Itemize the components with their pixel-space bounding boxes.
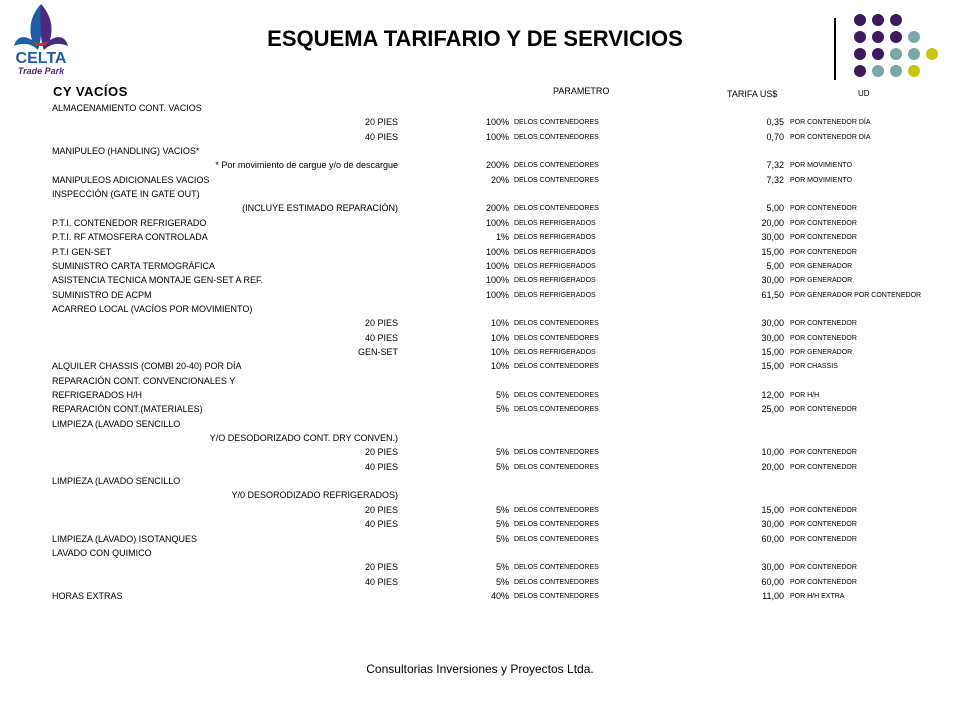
row-parameter: DELOS REFRIGERADOS	[514, 277, 596, 284]
row-percent: 5%	[495, 505, 509, 515]
row-parameter: DELOS REFRIGERADOS	[514, 292, 596, 299]
row-unit: POR CONTENEDOR	[790, 406, 857, 413]
dot-shape	[854, 31, 866, 43]
row-percent: 5%	[495, 519, 509, 529]
row-tarifa: 15,00	[761, 247, 784, 257]
row-percent: 100%	[485, 290, 509, 300]
dot-shape	[926, 48, 938, 60]
row-sublabel: 40 PIES	[364, 333, 398, 343]
dot-shape	[854, 65, 866, 77]
dot-shape	[908, 48, 920, 60]
row-percent: 5%	[495, 390, 509, 400]
row-unit: POR CONTENEDOR DÍA	[790, 119, 871, 126]
row-sublabel: Y/0 DESORODIZADO REFRIGERADOS)	[231, 490, 398, 500]
row-parameter: DELOS CONTENEDORES	[514, 564, 599, 571]
row-label: LIMPIEZA (LAVADO) ISOTANQUES	[52, 534, 198, 544]
row-label: HORAS EXTRAS	[52, 591, 123, 601]
row-tarifa: 30,00	[761, 275, 784, 285]
row-parameter: DELOS CONTENEDORES	[514, 593, 599, 600]
row-percent: 100%	[485, 247, 509, 257]
row-unit: POR CONTENEDOR	[790, 464, 857, 471]
row-label: P.T.I GEN-SET	[52, 247, 112, 257]
row-tarifa: 7,32	[766, 160, 784, 170]
row-percent: 100%	[485, 218, 509, 228]
dot-shape	[908, 31, 920, 43]
row-tarifa: 11,00	[762, 591, 784, 601]
celta-logo	[2, 0, 80, 80]
row-label: P.T.I. CONTENEDOR REFRIGERADO	[52, 218, 207, 228]
row-parameter: DELOS CONTENEDORES	[514, 521, 599, 528]
row-tarifa: 60,00	[761, 577, 784, 587]
dot-shape	[890, 48, 902, 60]
row-tarifa: 25,00	[761, 404, 784, 414]
row-parameter: DELOS CONTENEDORES	[514, 464, 599, 471]
row-parameter: DELOS CONTENEDORES	[514, 363, 599, 370]
row-percent: 10%	[490, 347, 509, 357]
row-tarifa: 5,00	[766, 203, 784, 213]
row-tarifa: 20,00	[761, 462, 784, 472]
row-sublabel: 20 PIES	[364, 447, 398, 457]
row-percent: 5%	[495, 577, 509, 587]
row-label: LAVADO CON QUIMICO	[52, 548, 152, 558]
row-label: REFRIGERADOS H/H	[52, 390, 143, 400]
row-tarifa: 0,35	[766, 117, 784, 127]
row-unit: POR MOVIMIENTO	[790, 177, 853, 184]
row-tarifa: 60,00	[761, 534, 784, 544]
row-unit: POR CHASSIS	[790, 363, 838, 370]
row-tarifa: 15,00	[761, 347, 784, 357]
row-unit: POR CONTENEDOR	[790, 536, 857, 543]
row-unit: POR CONTENEDOR	[790, 507, 857, 514]
row-unit: POR GENERADOR	[790, 263, 853, 270]
row-sublabel: 40 PIES	[364, 577, 398, 587]
row-tarifa: 15,00	[761, 361, 784, 371]
row-label: REPARACIÓN CONT. CONVENCIONALES Y	[52, 376, 236, 386]
row-tarifa: 30,00	[761, 519, 784, 529]
row-label: INSPECCIÓN (GATE IN GATE OUT)	[52, 189, 200, 199]
row-unit: POR GENERADOR	[790, 277, 853, 284]
row-tarifa: 15,00	[761, 505, 784, 515]
row-unit: POR CONTENEDOR	[790, 335, 857, 342]
row-sublabel: 40 PIES	[364, 462, 398, 472]
row-percent: 20%	[490, 175, 509, 185]
row-percent: 1%	[495, 232, 509, 242]
dot-shape	[908, 65, 920, 77]
row-tarifa: 30,00	[761, 232, 784, 242]
footer-text: Consultorias Inversiones y Proyectos Ltda.	[366, 662, 594, 676]
row-label: ASISTENCIA TECNICA MONTAJE GEN-SET A REF.	[52, 275, 264, 285]
row-unit: POR CONTENEDOR	[790, 521, 857, 528]
dot-shape	[890, 14, 902, 26]
row-sublabel: 20 PIES	[364, 117, 398, 127]
row-unit: POR CONTENEDOR	[790, 205, 857, 212]
row-percent: 10%	[490, 318, 509, 328]
row-parameter: DELOS CONTENEDORES	[514, 335, 599, 342]
column-header-ud: UD	[858, 89, 870, 98]
row-percent: 5%	[495, 462, 509, 472]
row-label: LIMPIEZA (LAVADO SENCILLO	[52, 419, 181, 429]
row-percent: 100%	[485, 275, 509, 285]
row-unit: POR CONTENEDOR	[790, 220, 857, 227]
dot-shape	[872, 14, 884, 26]
row-label: ALQUILER CHASSIS (COMBI 20-40) POR DÍA	[52, 361, 242, 371]
row-parameter: DELOS REFRIGERADOS	[514, 220, 596, 227]
row-parameter: DELOS CONTENEDORES	[514, 205, 599, 212]
row-label: ACARREO LOCAL (VACÍOS POR MOVIMIENTO)	[52, 304, 253, 314]
row-tarifa: 12,00	[761, 390, 784, 400]
row-unit: POR CONTENEDOR	[790, 579, 857, 586]
row-percent: 5%	[495, 447, 509, 457]
row-unit: POR H/H EXTRA	[790, 593, 845, 600]
page-title: ESQUEMA TARIFARIO Y DE SERVICIOS	[267, 26, 683, 51]
row-unit: POR GENERADOR	[790, 349, 853, 356]
dot-shape	[872, 48, 884, 60]
row-tarifa: 10,00	[761, 447, 784, 457]
row-parameter: DELOS REFRIGERADOS	[514, 234, 596, 241]
row-parameter: DELOS CONTENEDORES	[514, 134, 599, 141]
row-parameter: DELOS CONTENEDORES	[514, 406, 599, 413]
row-unit: POR GENERADOR POR CONTENEDOR	[790, 292, 922, 299]
row-parameter: DELOS CONTENEDORES	[514, 507, 599, 514]
header-divider	[834, 18, 836, 80]
column-header-parametro: PARAMETRO	[553, 86, 610, 96]
row-tarifa: 61,50	[761, 290, 784, 300]
row-tarifa: 0,70	[766, 132, 784, 142]
row-sublabel: 40 PIES	[364, 519, 398, 529]
row-tarifa: 30,00	[761, 318, 784, 328]
row-tarifa: 30,00	[761, 562, 784, 572]
row-label: SUMINISTRO DE ACPM	[52, 290, 152, 300]
row-percent: 100%	[485, 117, 509, 127]
row-sublabel: 20 PIES	[364, 505, 398, 515]
row-tarifa: 20,00	[761, 218, 784, 228]
row-unit: POR MOVIMIENTO	[790, 162, 853, 169]
row-unit: POR H/H	[790, 392, 820, 399]
row-tarifa: 5,00	[766, 261, 784, 271]
row-label: LIMPIEZA (LAVADO SENCILLO	[52, 476, 181, 486]
dot-shape	[854, 48, 866, 60]
row-parameter: DELOS CONTENEDORES	[514, 536, 599, 543]
row-parameter: DELOS CONTENEDORES	[514, 320, 599, 327]
row-label: MANIPULEO (HANDLING) VACIOS*	[52, 146, 200, 156]
row-parameter: DELOS REFRIGERADOS	[514, 249, 596, 256]
logo-name: CELTA	[15, 50, 67, 67]
dot-shape	[872, 65, 884, 77]
decorative-dots	[854, 14, 944, 84]
row-label: P.T.I. RF ATMOSFERA CONTROLADA	[52, 232, 208, 242]
row-parameter: DELOS REFRIGERADOS	[514, 349, 596, 356]
row-parameter: DELOS CONTENEDORES	[514, 162, 599, 169]
column-header-tarifa: TARIFA US$	[727, 89, 778, 99]
row-percent: 10%	[490, 361, 509, 371]
row-parameter: DELOS REFRIGERADOS	[514, 263, 596, 270]
row-parameter: DELOS CONTENEDORES	[514, 579, 599, 586]
dot-shape	[890, 65, 902, 77]
row-tarifa: 7,32	[766, 175, 784, 185]
row-sublabel: (INCLUYE ESTIMADO REPARACIÓN)	[242, 203, 398, 213]
dot-shape	[854, 14, 866, 26]
row-parameter: DELOS CONTENEDORES	[514, 392, 599, 399]
row-percent: 10%	[490, 333, 509, 343]
row-parameter: DELOS CONTENEDORES	[514, 177, 599, 184]
row-tarifa: 30,00	[761, 333, 784, 343]
row-unit: POR CONTENEDOR	[790, 320, 857, 327]
row-percent: 5%	[495, 562, 509, 572]
row-label: MANIPULEOS ADICIONALES VACIOS	[52, 175, 210, 185]
row-unit: POR CONTENEDOR	[790, 234, 857, 241]
row-percent: 5%	[495, 534, 509, 544]
dot-shape	[872, 31, 884, 43]
row-percent: 100%	[485, 132, 509, 142]
row-sublabel: * Por movimiento de cargue y/o de descargue	[215, 160, 398, 170]
row-percent: 200%	[485, 160, 509, 170]
row-sublabel: GEN-SET	[357, 347, 398, 357]
row-label: ALMACENAMIENTO CONT. VACIOS	[52, 103, 202, 113]
row-percent: 100%	[485, 261, 509, 271]
row-parameter: DELOS CONTENEDORES	[514, 119, 599, 126]
row-sublabel: 40 PIES	[364, 132, 398, 142]
logo-subtitle: Trade Park	[17, 66, 65, 76]
row-unit: POR CONTENEDOR	[790, 249, 857, 256]
row-sublabel: Y/O DESODORIZADO CONT. DRY CONVEN.)	[209, 433, 398, 443]
row-label: SUMINISTRO CARTA TERMOGRÁFICA	[52, 261, 216, 271]
dot-shape	[890, 31, 902, 43]
row-sublabel: 20 PIES	[364, 562, 398, 572]
row-unit: POR CONTENEDOR	[790, 564, 857, 571]
row-unit: POR CONTENEDOR	[790, 449, 857, 456]
row-parameter: DELOS CONTENEDORES	[514, 449, 599, 456]
row-sublabel: 20 PIES	[364, 318, 398, 328]
row-percent: 200%	[485, 203, 509, 213]
row-label: REPARACIÓN CONT.(MATERIALES)	[52, 404, 203, 414]
row-unit: POR CONTENEDOR DÍA	[790, 134, 871, 141]
row-percent: 5%	[495, 404, 509, 414]
section-title: CY VACÍOS	[53, 84, 128, 99]
row-percent: 40%	[490, 591, 509, 601]
